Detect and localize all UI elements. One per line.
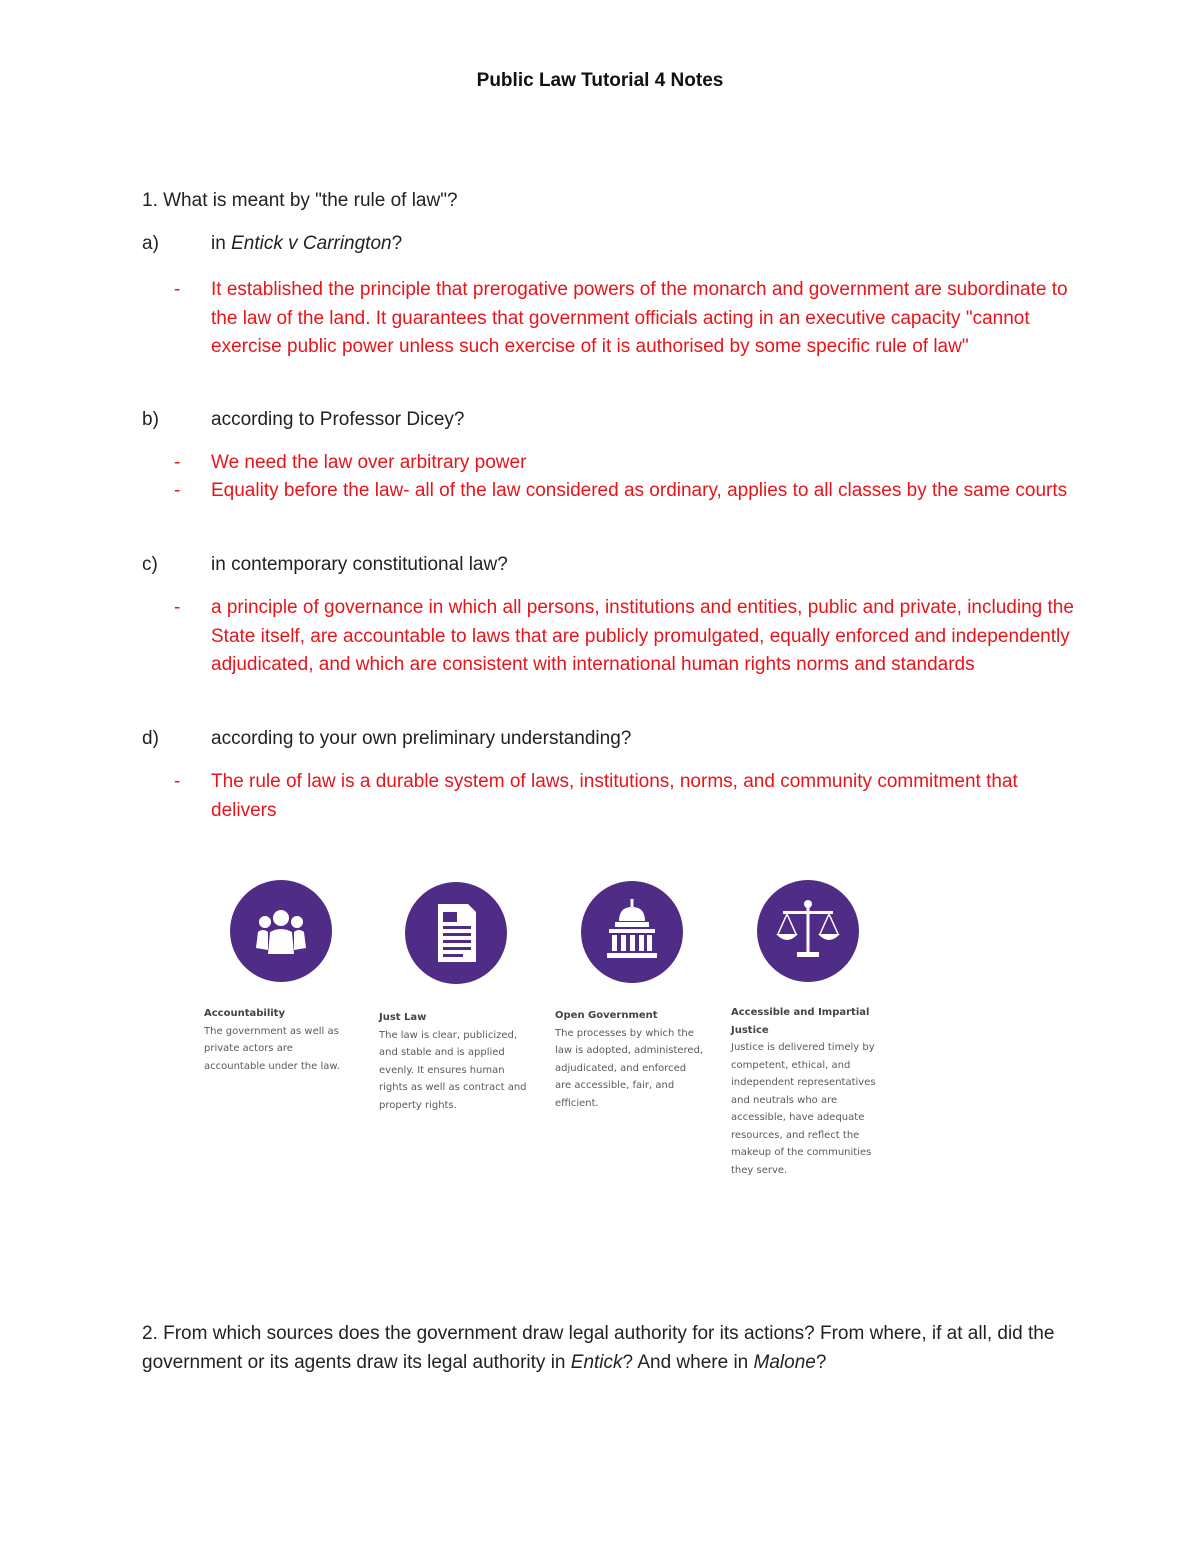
principle-card: [555, 1007, 705, 1112]
case-name: Entick v Carrington: [231, 233, 392, 254]
case-name: Malone: [753, 1352, 816, 1373]
principle-title: Just Law: [379, 1012, 427, 1023]
principle-body: The government as well as private actors are accountable under the law.: [204, 1025, 340, 1072]
sub-question-text: in Entick v Carrington?: [211, 233, 403, 254]
bullet-dash: -: [174, 597, 181, 618]
principle-title: Accessible and Impartial Justice: [731, 1007, 870, 1036]
bullet-dash: -: [174, 452, 181, 473]
answer-b-2: [174, 477, 1074, 506]
sub-question-label: d): [142, 728, 159, 749]
scales-of-justice-icon: [757, 880, 859, 982]
answer-d-1: [174, 768, 1074, 825]
answer-b-1: [174, 449, 1074, 478]
answer-text: The rule of law is a durable system of laws, institutions, norms, and community commitment that delivers: [211, 771, 1018, 821]
bullet-dash: -: [174, 771, 181, 792]
answer-a-1: [174, 276, 1074, 362]
question-2: 2. From which sources does the government draw legal authority for its actions? From where, if at all, did the government or its agents draw its legal authority in Entick? And where in Malone?: [142, 1323, 1055, 1373]
document-title: Public Law Tutorial 4 Notes: [476, 70, 724, 91]
answer-text: a principle of governance in which all persons, institutions and entities, public and private, including the State itself, are accountable to laws that are publicly promulgated, equally enforced and independently adjudicated, and which are consistent with international human rights norms and standards: [211, 597, 1074, 675]
sub-question-label: b): [142, 409, 159, 430]
principle-card: [379, 1009, 529, 1114]
question-1: 1. What is meant by "the rule of law"?: [142, 190, 458, 211]
answer-text: It established the principle that prerogative powers of the monarch and government are subordinate to the law of the land. It guarantees that government officials acting in an executive capacity "cannot exercise public power unless such exercise of it is authorised by some specific rule of law": [211, 279, 1068, 357]
people-icon: [230, 880, 332, 982]
answer-text: We need the law over arbitrary power: [211, 452, 527, 473]
answer-text: Equality before the law- all of the law considered as ordinary, applies to all classes by the same courts: [211, 480, 1068, 501]
answer-c-1: [174, 594, 1074, 680]
sub-question-label: a): [142, 233, 159, 254]
case-name: Entick: [570, 1352, 623, 1373]
principle-body: The processes by which the law is adopted, administered, adjudicated, and enforced are accessible, fair, and efficient.: [555, 1027, 704, 1109]
bullet-dash: -: [174, 480, 181, 501]
document-icon: [405, 882, 507, 984]
principle-title: Accountability: [204, 1008, 285, 1019]
principle-title: Open Government: [555, 1010, 658, 1021]
principle-card: [731, 1004, 881, 1179]
sub-question-text: according to Professor Dicey?: [211, 409, 465, 430]
sub-question-text: according to your own preliminary understanding?: [211, 728, 632, 749]
bullet-dash: -: [174, 279, 181, 300]
principle-body: Justice is delivered timely by competent, ethical, and independent representatives and neutrals who are accessible, have adequate resources, and reflect the makeup of the communities they serve.: [731, 1042, 876, 1176]
sub-question-label: c): [142, 554, 158, 575]
principle-card: [204, 1005, 354, 1075]
sub-question-text: in contemporary constitutional law?: [211, 554, 508, 575]
capitol-building-icon: [581, 881, 683, 983]
principle-body: The law is clear, publicized, and stable and is applied evenly. It ensures human rights as well as contract and property rights.: [379, 1029, 527, 1111]
